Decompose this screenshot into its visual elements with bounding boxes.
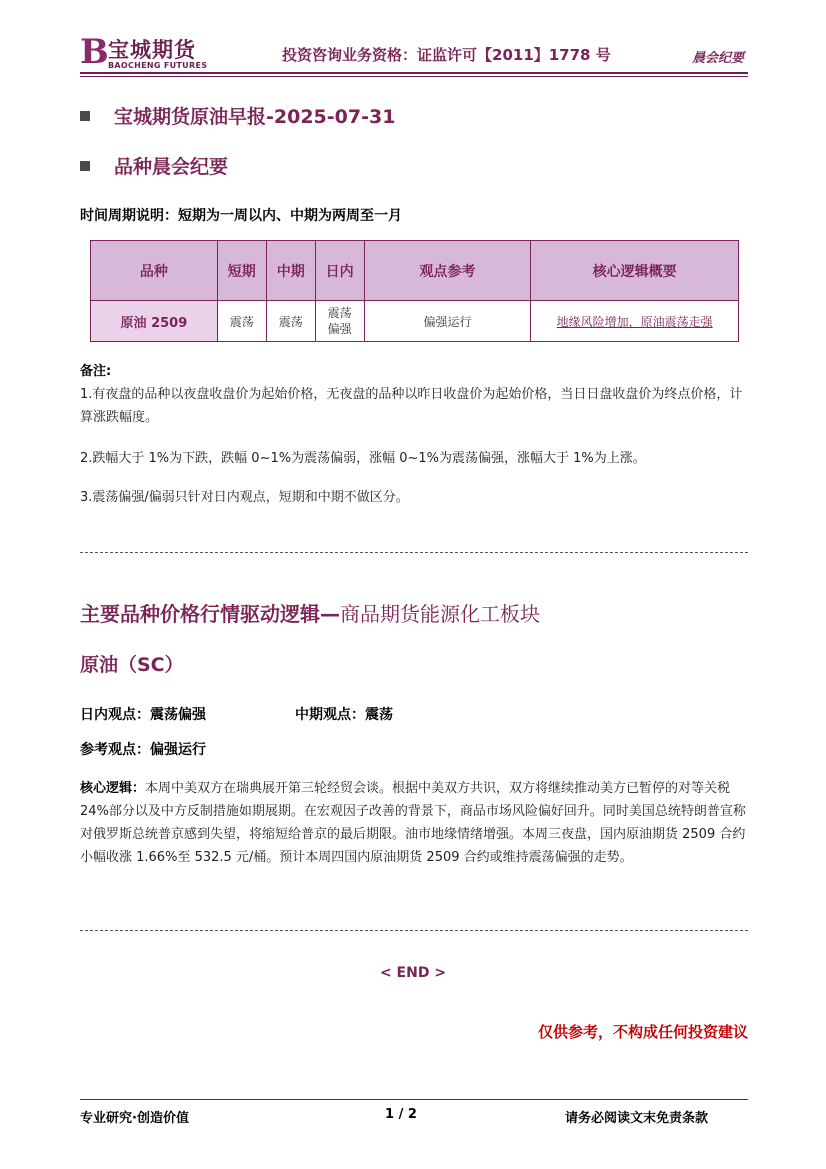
- cell-variety: 原油 2509: [91, 301, 218, 342]
- logo-mark-icon: B: [80, 32, 109, 72]
- cell-short: 震荡: [217, 301, 266, 342]
- logo-english-name: BAOCHENG FUTURES: [108, 61, 208, 70]
- header-intraday: 日内: [315, 241, 364, 301]
- drivers-title-main: 主要品种价格行情驱动逻辑—: [80, 602, 340, 626]
- summary-table: [90, 240, 739, 342]
- cell-intraday-line2: 偏强: [327, 322, 352, 336]
- header-mid: 中期: [266, 241, 315, 301]
- header-logic: 核心逻辑概要: [531, 241, 739, 301]
- period-note: 时间周期说明：短期为一周以内、中期为两周至一月: [80, 208, 402, 224]
- summary-title: [80, 152, 228, 179]
- cell-view: 偏强运行: [364, 301, 531, 342]
- header-divider: [80, 72, 748, 74]
- dashed-divider: [80, 552, 748, 553]
- note-item-2: 2.跌幅大于 1%为下跌，跌幅 0~1%为震荡偏弱，涨幅 0~1%为震荡偏强，涨幅大于 1%为上涨。: [80, 451, 646, 466]
- footer-divider: [80, 1099, 748, 1100]
- cell-intraday: [315, 301, 364, 342]
- note-item-3: 3.震荡偏强/偏弱只针对日内观点，短期和中期不做区分。: [80, 490, 409, 505]
- header-view: 观点参考: [364, 241, 531, 301]
- drivers-title: [80, 598, 540, 627]
- core-logic-label: 核心逻辑：: [80, 781, 146, 796]
- bullet-square-icon: [80, 161, 90, 171]
- mid-view: 中期观点：震荡: [295, 707, 393, 723]
- intraday-view: 日内观点：震荡偏强: [80, 707, 206, 723]
- logo-chinese-name: 宝城期货: [108, 38, 196, 62]
- header-variety: 品种: [91, 241, 218, 301]
- cell-mid: 震荡: [266, 301, 315, 342]
- reference-view: 参考观点：偏强运行: [80, 742, 206, 758]
- license-text: 投资咨询业务资格：证监许可【2011】1778 号: [282, 46, 611, 64]
- header-divider-thin: [80, 76, 748, 77]
- header-section-label: 晨会纪要: [692, 51, 745, 66]
- core-logic: [80, 777, 748, 869]
- cell-logic-link[interactable]: 地缘风险增加，原油震荡走强: [531, 301, 739, 342]
- dashed-divider: [80, 930, 748, 931]
- report-title: [80, 102, 395, 129]
- disclaimer: 仅供参考，不构成任何投资建议: [537, 1023, 748, 1041]
- footer-disclaimer-note: 请务必阅读文末免责条款: [565, 1111, 709, 1126]
- table-row: [91, 301, 739, 342]
- report-title-text: 宝城期货原油早报-2025-07-31: [114, 106, 396, 128]
- drivers-title-sub: 商品期货能源化工板块: [340, 602, 540, 626]
- summary-title-text: 品种晨会纪要: [114, 156, 229, 178]
- core-logic-text: 本周中美双方在瑞典展开第三轮经贸会谈。根据中美双方共识，双方将继续推动美方已暂停的对等关税 24%部分以及中方反制措施如期展期。在宏观因子改善的背景下，商品市场风险偏好回升。同时美国总统特朗普宣称对俄罗斯总统普京感到失望，将缩短给普京的最后期限。油市地缘情绪增强。本周三夜盘，国内原油期货 2509 合约小幅收涨 1.66%至 532.5 元/桶。预计本周四国内原油期货 2509 合约或维持震荡偏强的走势。: [80, 781, 746, 865]
- bullet-square-icon: [80, 111, 90, 121]
- header-short: 短期: [217, 241, 266, 301]
- commodity-title: 原油（SC）: [80, 654, 184, 676]
- footer-slogan: 专业研究·创造价值: [80, 1111, 189, 1126]
- note-item-1: 1.有夜盘的品种以夜盘收盘价为起始价格，无夜盘的品种以昨日收盘价为起始价格，当日日盘收盘价为终点价格，计算涨跌幅度。: [80, 387, 743, 425]
- cell-intraday-line1: 震荡: [327, 306, 352, 320]
- page-number: 1 / 2: [385, 1107, 417, 1122]
- notes-heading: 备注:: [80, 364, 112, 379]
- company-logo: [80, 34, 215, 74]
- table-header-row: [91, 241, 739, 301]
- end-mark: < END >: [379, 965, 447, 981]
